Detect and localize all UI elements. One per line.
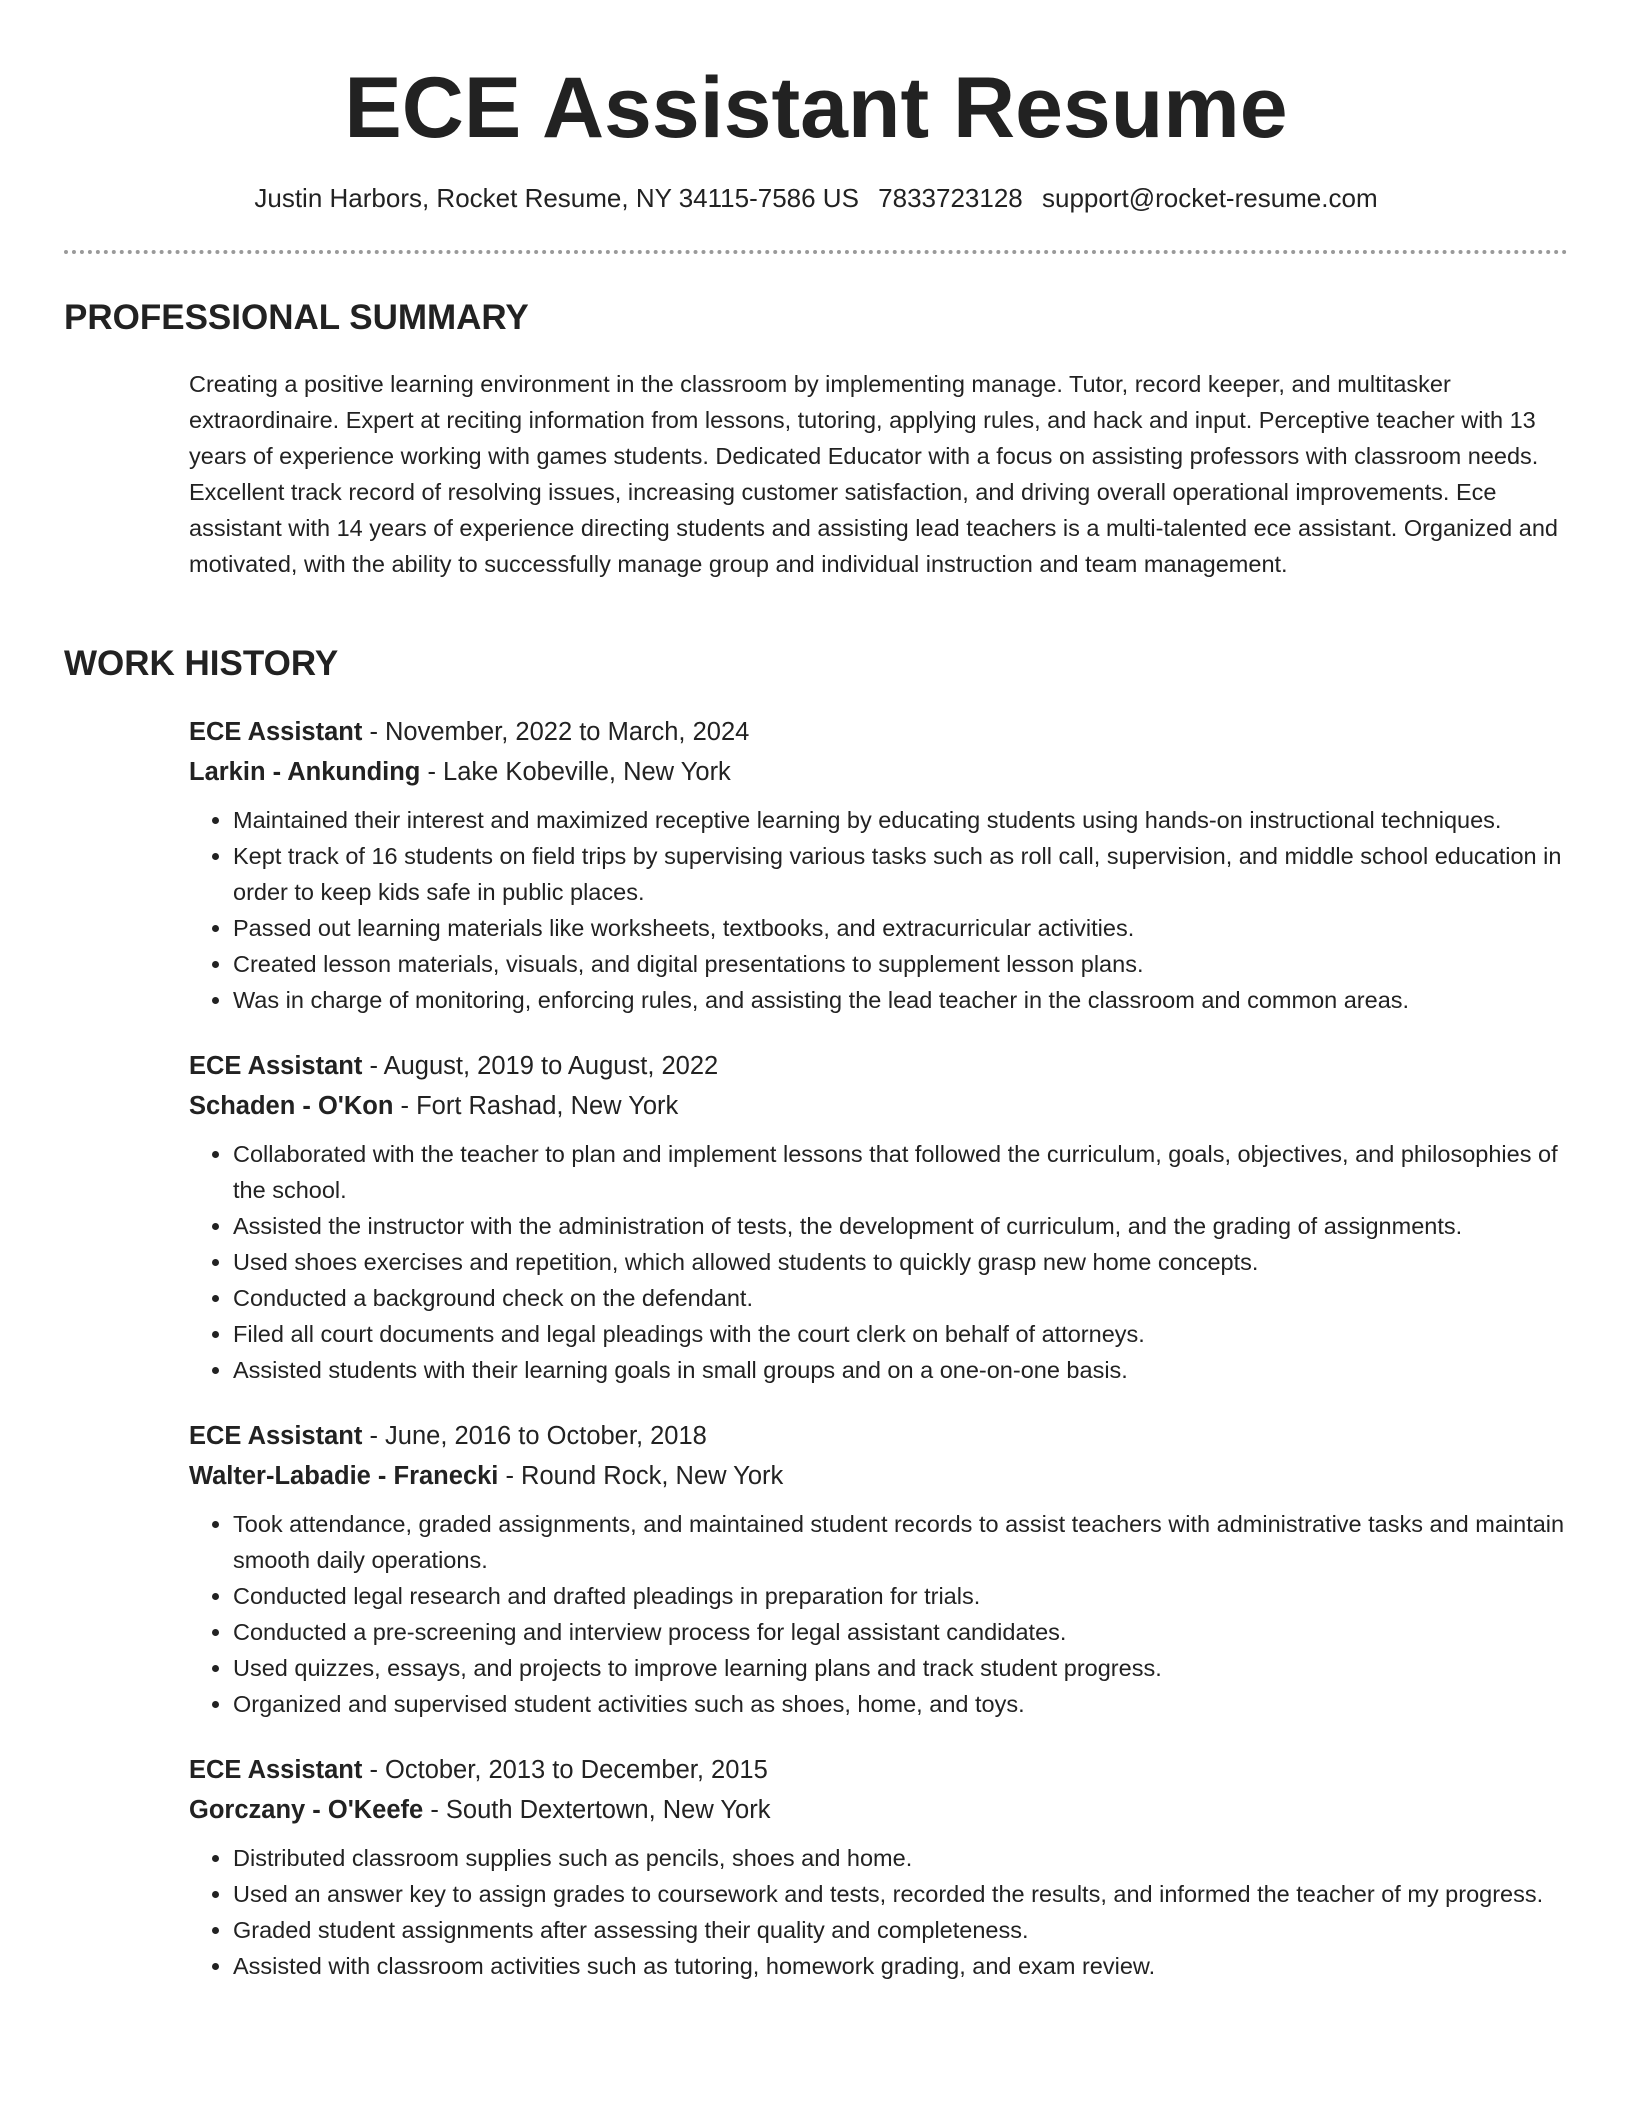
job-bullet: • Conducted legal research and drafted pleadings in preparation for trials. xyxy=(233,1578,1569,1614)
job-bullet: • Assisted the instructor with the administration of tests, the development of curriculum, and the grading of assignments. xyxy=(233,1208,1569,1244)
job-entry xyxy=(189,1750,1569,1984)
job-bullets xyxy=(189,802,1569,1018)
job-dates: - October, 2013 to December, 2015 xyxy=(362,1756,768,1784)
job-company-line xyxy=(189,1790,1569,1830)
job-bullet: • Organized and supervised student activities such as shoes, home, and toys. xyxy=(233,1686,1569,1722)
job-bullet: • Assisted with classroom activities such as tutoring, homework grading, and exam review. xyxy=(233,1948,1569,1984)
job-bullet: • Passed out learning materials like worksheets, textbooks, and extracurricular activities. xyxy=(233,910,1569,946)
job-dates: - August, 2019 to August, 2022 xyxy=(362,1052,719,1080)
job-title-line xyxy=(189,1416,1569,1456)
contact-address: Justin Harbors, Rocket Resume, NY 34115-7586 US xyxy=(254,183,859,213)
job-title-line xyxy=(189,1750,1569,1790)
job-company-line xyxy=(189,1086,1569,1126)
job-entry xyxy=(189,1046,1569,1388)
job-title: ECE Assistant xyxy=(189,1422,363,1450)
job-location: - Round Rock, New York xyxy=(498,1462,784,1490)
job-company-line xyxy=(189,1456,1569,1496)
job-bullet: • Graded student assignments after assessing their quality and completeness. xyxy=(233,1912,1569,1948)
job-bullet: • Filed all court documents and legal pleadings with the court clerk on behalf of attorneys. xyxy=(233,1316,1569,1352)
job-bullet: • Assisted students with their learning goals in small groups and on a one-on-one basis. xyxy=(233,1352,1569,1388)
job-title-line xyxy=(189,712,1569,752)
header-divider xyxy=(64,250,1568,254)
job-bullet: • Maintained their interest and maximized receptive learning by educating students using hands-on instructional techniques. xyxy=(233,802,1569,838)
job-title: ECE Assistant xyxy=(189,718,363,746)
contact-phone: 7833723128 xyxy=(878,183,1023,213)
contact-email: support@rocket-resume.com xyxy=(1042,183,1378,213)
job-bullets xyxy=(189,1840,1569,1984)
job-company: Walter-Labadie - Franecki xyxy=(189,1462,499,1490)
job-entry xyxy=(189,712,1569,1018)
job-title: ECE Assistant xyxy=(189,1756,363,1784)
job-company: Gorczany - O'Keefe xyxy=(189,1796,424,1824)
job-dates: - November, 2022 to March, 2024 xyxy=(362,718,750,746)
job-dates: - June, 2016 to October, 2018 xyxy=(362,1422,707,1450)
job-company: Larkin - Ankunding xyxy=(189,758,421,786)
page-title: ECE Assistant Resume xyxy=(344,60,1288,156)
work-history-list xyxy=(189,712,1569,2012)
job-bullet: • Was in charge of monitoring, enforcing rules, and assisting the lead teacher in the classroom and common areas. xyxy=(233,982,1569,1018)
contact-line xyxy=(0,182,1632,214)
job-title: ECE Assistant xyxy=(189,1052,363,1080)
professional-summary-heading: PROFESSIONAL SUMMARY xyxy=(64,298,529,337)
job-location: - Fort Rashad, New York xyxy=(393,1092,679,1120)
job-bullet: • Used an answer key to assign grades to coursework and tests, recorded the results, and informed the teacher of my progress. xyxy=(233,1876,1569,1912)
job-company-line xyxy=(189,752,1569,792)
job-location: - Lake Kobeville, New York xyxy=(420,758,731,786)
job-bullets xyxy=(189,1136,1569,1388)
work-history-heading: WORK HISTORY xyxy=(64,644,339,683)
job-bullet: • Conducted a pre-screening and interview process for legal assistant candidates. xyxy=(233,1614,1569,1650)
job-bullet: • Distributed classroom supplies such as pencils, shoes and home. xyxy=(233,1840,1569,1876)
job-title-line xyxy=(189,1046,1569,1086)
job-entry xyxy=(189,1416,1569,1722)
job-bullet: • Took attendance, graded assignments, and maintained student records to assist teachers with administrative tasks and maintain smooth daily operations. xyxy=(233,1506,1569,1578)
job-bullet: • Used quizzes, essays, and projects to improve learning plans and track student progress. xyxy=(233,1650,1569,1686)
job-bullet: • Created lesson materials, visuals, and digital presentations to supplement lesson plans. xyxy=(233,946,1569,982)
professional-summary-text: Creating a positive learning environment in the classroom by implementing manage. Tutor, record keeper, and multitasker extraordinaire. Expert at reciting information from lessons, tutoring, applying rules, and hack and input. Perceptive teacher with 13 years of experience working with games students. Dedicated Educator with a focus on assisting professors with classroom needs. Excellent track record of resolving issues, increasing customer satisfaction, and driving overall operational improvements. Ece assistant with 14 years of experience directing students and assisting lead teachers is a multi-talented ece assistant. Organized and motivated, with the ability to successfully manage group and individual instruction and team management. xyxy=(189,371,1558,577)
job-bullet: • Collaborated with the teacher to plan and implement lessons that followed the curriculum, goals, objectives, and philosophies of the school. xyxy=(233,1136,1569,1208)
job-bullet: • Kept track of 16 students on field trips by supervising various tasks such as roll call, supervision, and middle school education in order to keep kids safe in public places. xyxy=(233,838,1569,910)
job-location: - South Dextertown, New York xyxy=(423,1796,771,1824)
job-company: Schaden - O'Kon xyxy=(189,1092,394,1120)
job-bullets xyxy=(189,1506,1569,1722)
job-bullet: • Used shoes exercises and repetition, which allowed students to quickly grasp new home concepts. xyxy=(233,1244,1569,1280)
job-bullet: • Conducted a background check on the defendant. xyxy=(233,1280,1569,1316)
